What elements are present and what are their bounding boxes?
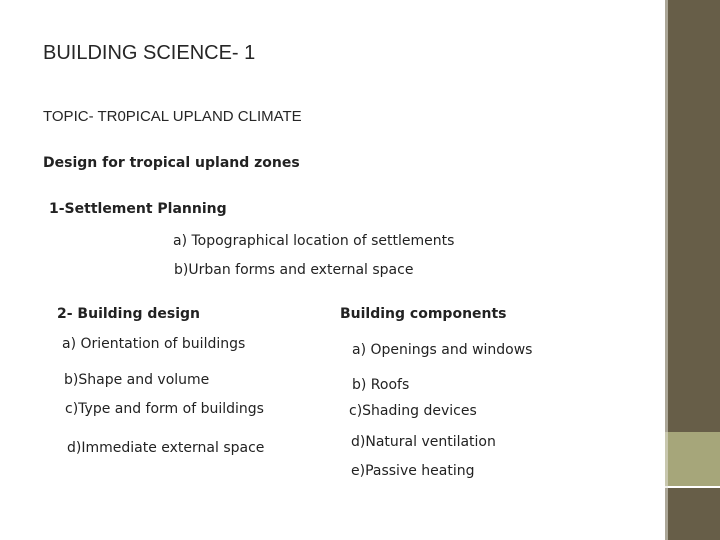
section2-heading: 2- Building design [57,306,200,322]
decorative-sidebar [665,0,720,540]
sidebar-edge-line [665,0,668,540]
slide-title: BUILDING SCIENCE- 1 [43,42,256,64]
section1-item: a) Topographical location of settlements [173,233,455,249]
section2-item: b)Shape and volume [64,372,210,388]
component-item: b) Roofs [352,377,410,393]
component-item: a) Openings and windows [352,342,533,358]
section1-heading: 1-Settlement Planning [49,201,227,217]
section1-item: b)Urban forms and external space [174,262,414,278]
sidebar-dark-block-bottom [665,488,720,540]
section2-item: a) Orientation of buildings [62,336,246,352]
component-item: e)Passive heating [351,463,475,479]
section2-item: d)Immediate external space [67,440,265,456]
sidebar-accent-block [665,432,720,486]
section2-item: c)Type and form of buildings [65,401,264,417]
sidebar-dark-block [665,0,720,432]
component-item: d)Natural ventilation [351,434,496,450]
topic-line: TOPIC- TR0PICAL UPLAND CLIMATE [43,108,302,125]
components-heading: Building components [340,306,507,322]
subtitle: Design for tropical upland zones [43,155,300,171]
component-item: c)Shading devices [349,403,477,419]
